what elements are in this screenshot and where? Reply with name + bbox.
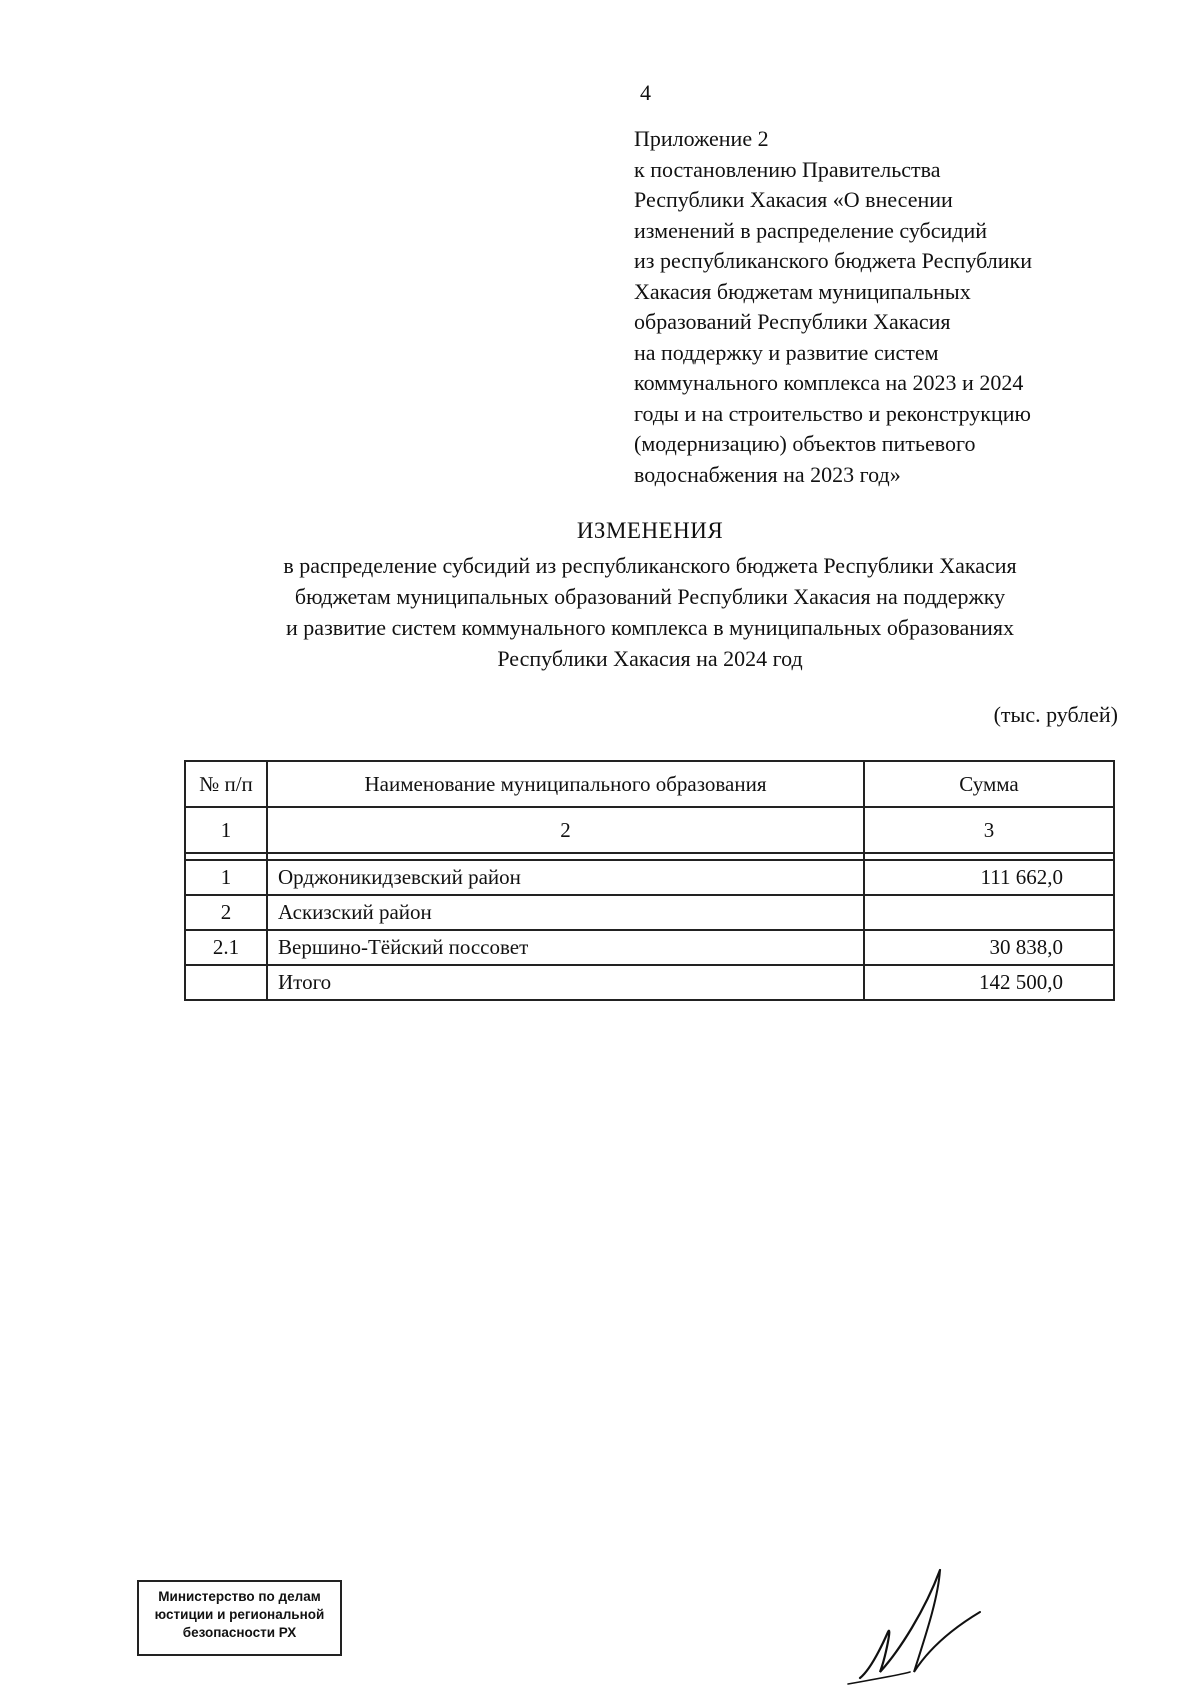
appendix-line: Хакасия бюджетам муниципальных (634, 278, 971, 304)
appendix-line: из республиканского бюджета Республики (634, 248, 1033, 273)
table-row (185, 930, 1114, 965)
appendix-line: водоснабжения на 2023 год» (634, 461, 901, 487)
stamp-line: безопасности РХ (182, 1625, 297, 1640)
subtitle-line: и развитие систем коммунального комплекса в муниципальных образованиях (286, 615, 1014, 640)
subtitle-line: Республики Хакасия на 2024 год (497, 646, 803, 671)
column-number: 1 (185, 807, 267, 853)
stamp-line: юстиции и региональной (154, 1607, 325, 1622)
stamp-line: Министерство по делам (158, 1589, 321, 1604)
units-label: (тыс. рублей) (993, 702, 1118, 727)
row-name: Вершино-Тёйский поссовет (267, 930, 864, 965)
table-row (185, 860, 1114, 895)
appendix-line: на поддержку и развитие систем (634, 339, 939, 365)
row-name: Орджоникидзевский район (267, 860, 864, 895)
appendix-line: коммунального комплекса на 2023 и 2024 (634, 370, 1024, 395)
row-sum (864, 895, 1114, 930)
row-number: 2.1 (185, 930, 267, 965)
row-number (185, 965, 267, 1000)
header-number: № п/п (185, 761, 267, 807)
appendix-line: к постановлению Правительства (634, 156, 941, 182)
table-header-row (185, 761, 1114, 807)
appendix-line: Республики Хакасия «О внесении (634, 187, 953, 212)
column-number: 2 (267, 807, 864, 853)
subtitle-line: бюджетам муниципальных образований Республики Хакасия на поддержку (294, 584, 1006, 609)
row-name: Аскизский район (267, 895, 864, 930)
page-number: 4 (640, 80, 651, 105)
document-title: ИЗМЕНЕНИЯ (576, 518, 724, 543)
document-subtitle (150, 550, 1150, 674)
signature-image (840, 1560, 1000, 1690)
row-number: 2 (185, 895, 267, 930)
column-numbering-row (185, 807, 1114, 853)
registration-stamp (137, 1580, 342, 1656)
table-spacer (185, 853, 1114, 860)
subsidy-table (184, 760, 1115, 1001)
row-sum: 111 662,0 (864, 860, 1114, 895)
appendix-line: образований Республики Хакасия (634, 309, 951, 334)
table-row (185, 895, 1114, 930)
table-row-total (185, 965, 1114, 1000)
row-name: Итого (267, 965, 864, 1000)
row-sum: 30 838,0 (864, 930, 1114, 965)
appendix-line: изменений в распределение субсидий (634, 217, 988, 243)
appendix-line: Приложение 2 (634, 126, 769, 151)
subtitle-line: в распределение субсидий из республиканского бюджета Республики Хакасия (283, 553, 1017, 578)
header-name: Наименование муниципального образования (267, 761, 864, 807)
row-sum: 142 500,0 (864, 965, 1114, 1000)
row-number: 1 (185, 860, 267, 895)
appendix-line: (модернизацию) объектов питьевого (634, 431, 976, 456)
column-number: 3 (864, 807, 1114, 853)
appendix-header (634, 124, 1154, 490)
header-sum: Сумма (864, 761, 1114, 807)
appendix-line: годы и на строительство и реконструкцию (634, 400, 1031, 426)
